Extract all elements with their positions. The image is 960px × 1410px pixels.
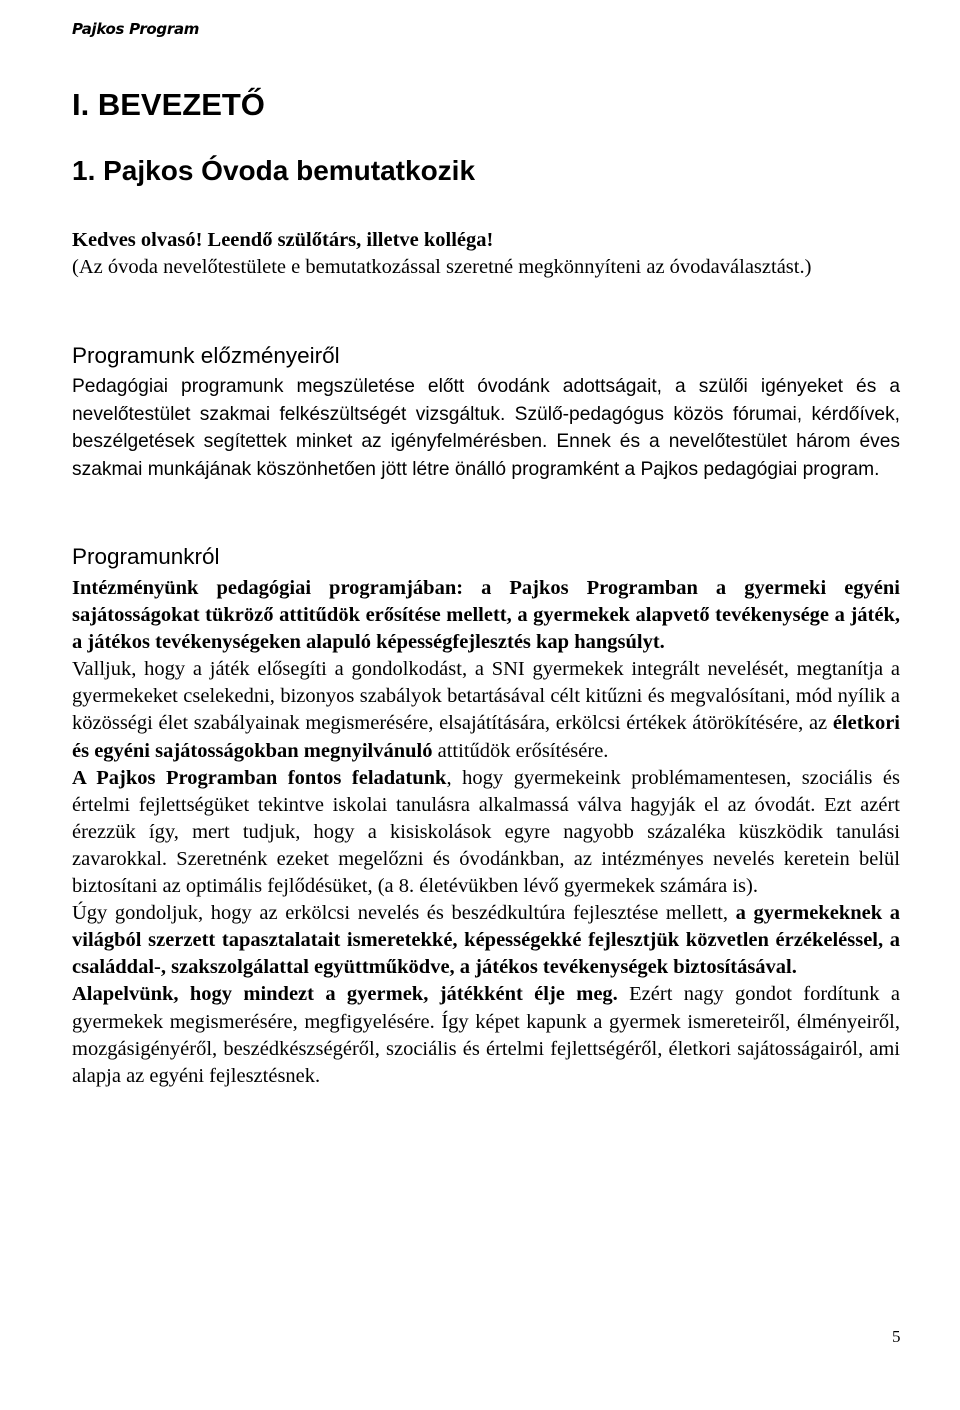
greeting-block: [72, 227, 900, 281]
p3-text-a: Úgy gondoljuk, hogy az erkölcsi nevelés és beszédkultúra fejlesztése mellett,: [72, 902, 736, 925]
page-number: 5: [892, 1327, 901, 1346]
p4-text-bold: Alapelvünk, hogy mindezt a gyermek, játékként élje meg.: [72, 983, 618, 1006]
about-paragraph-2: [72, 765, 900, 900]
about-lead-paragraph: Intézményünk pedagógiai programjában: a Pajkos Programban a gyermeki egyéni sajátosságokat tükröző attitűdök erősítése mellett, a gyermekek alapvető tevékenysége a játék, a játékos tevékenységeken alapuló képességfejlesztés kap hangsúlyt.: [72, 577, 900, 654]
salutation: Kedves olvasó! Leendő szülőtárs, illetve kolléga!: [72, 229, 494, 251]
p2-text-bold: A Pajkos Programban fontos feladatunk: [72, 766, 447, 789]
about-heading: Programunkról: [72, 544, 220, 569]
p1-text-bold: életkori és egyéni sajátosságokban megnyilvánuló: [72, 712, 900, 762]
p1-text-c: attitűdök erősítésére.: [432, 739, 609, 762]
history-heading: Programunk előzményeiről: [72, 343, 340, 368]
about-body: [72, 575, 900, 1090]
p2-text-b: , hogy gyermekeink problémamentesen, szociális és értelmi fejlettségüket tekintve iskolai tanulásra alkalmassá válva hagyják el az óvodát. Ezt azért érezzük így, mert tudjuk, hogy a kisiskolások egyre nagyobb százaléka küszködik tanulási zavarokkal. Szeretnénk ezeket megelőzni és óvodánkban, az intézményes nevelés keretein belül biztosítani az optimális fejlődésüket, (a 8. életévükben lévő gyermekek számára is).: [72, 766, 901, 898]
chapter-title: I. BEVEZETŐ: [72, 87, 265, 122]
running-header: Pajkos Program: [72, 20, 200, 38]
about-paragraph-4: [72, 981, 900, 1089]
section-title: 1. Pajkos Óvoda bemutatkozik: [72, 155, 476, 186]
p4-text-b: Ezért nagy gondot fordítunk a gyermekek megismerésére, megfigyelésére. Így képet kapunk a gyermek ismereteiről, élményeiről, mozgásigényéről, beszédkészségéről, szociális és értelmi fejlettségéről, életkori sajátosságairól, ami alapja az egyéni fejlesztésnek.: [72, 983, 900, 1087]
p1-text-a: Valljuk, hogy a játék elősegíti a gondolkodást, a SNI gyermekek integrált nevelését, megtanítja a gyermekeket cselekedni, bizonyos szabályok betartásával célt kitűzni és megvalósítani, mód nyílik a közösségi élet szabályainak megismerésére, elsajátítására, erkölcsi értékek átörökítésére, az: [72, 658, 900, 735]
intro-text: (Az óvoda nevelőtestülete e bemutatkozással szeretné megkönnyíteni az óvodaválasztást.): [72, 256, 812, 279]
about-paragraph-3: [72, 900, 900, 981]
history-paragraph: Pedagógiai programunk megszületése előtt óvodánk adottságait, a szülői igényeket és a nevelőtestület szakmai felkészültségét vizsgáltuk. Szülő-pedagógus közös fórumai, kérdőívek, beszélgetések segítettek minket az igényfelmérésben. Ennek és a nevelőtestület három éves szakmai munkájának köszönhetően jött létre önálló programként a Pajkos pedagógiai program.: [72, 376, 900, 480]
about-paragraph-1: [72, 656, 900, 764]
p3-text-bold: a gyermekeknek a világból szerzett tapasztalatait ismeretekké, képességekké fejlesztjük közvetlen érzékeléssel, a családdal-, szakszolgálattal együttműködve, a játékos tevékenységek biztosításával.: [72, 902, 900, 979]
